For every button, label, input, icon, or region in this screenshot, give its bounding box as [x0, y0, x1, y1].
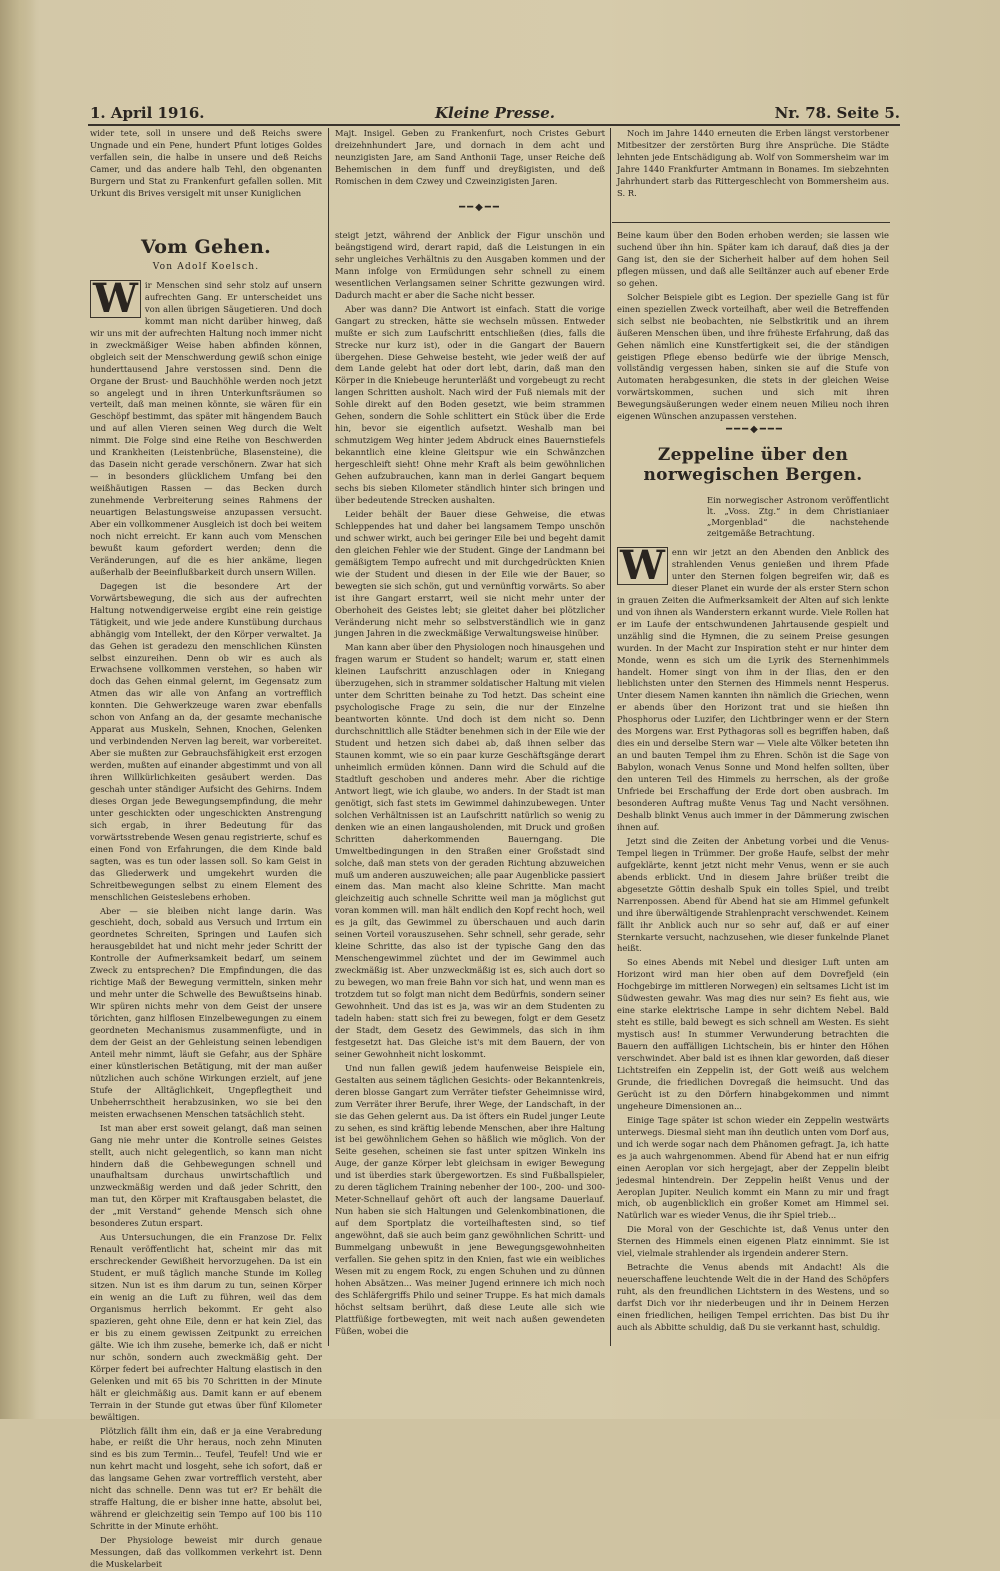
article1-paragraph: steigt jetzt, während der Anblick der Figur unschön und beängstigend wird, derart rapid, daß die Leistungen in ein sehr ungleiches Verhältnis zu den Ausgaben kommen und der Mann infolge von Ermüdungen sehr schnell zu einem wesentlichen Verlangsamen seiner Schritte gezwungen wird. Dadurch macht er aber die Sache nicht besser.	[335, 230, 605, 300]
article1-paragraph: Aus Untersuchungen, die ein Franzose Dr. Felix Renault veröffentlicht hat, scheint mir das mit erschreckender Gewißheit hervorzugehen. Da ist ein Student, er muß täglich manche Stunde im Kolleg sitzen. Nun ist es ihm darum zu tun, seinen Körper ein wenig an die Luft zu führen, weil das dem Organismus herrlich bekommt. Er geht also spazieren, geht ohne Eile, denn er hat kein Ziel, das er bis zu einem gewissen Zeitpunkt zu erreichen gälte. Wie ich ihm zusehe, bemerke ich, daß er nicht nur schön, sondern auch zweckmäßig geht. Der Körper federt bei aufrechter Haltung elastisch in den Gelenken und mit 65 bis 70 Schritten in der Minute hält er gleichmäßig aus. Damit kann er auf ebenem Terrain in der Stunde gut etwas über fünf Kilometer bewältigen.	[90, 1232, 322, 1422]
section-ornament: ━━◆━━	[459, 202, 501, 213]
masthead-rule	[88, 124, 900, 126]
top-col-2	[335, 128, 605, 206]
article1-col-2	[335, 230, 605, 1346]
article2-title: Zeppeline über den norwegischen Bergen.	[643, 445, 863, 485]
article2-col	[617, 445, 889, 1346]
page-fold-shadow	[0, 0, 36, 1419]
article-end-ornament: ━━━◆━━━	[726, 424, 784, 435]
section-rule	[612, 222, 890, 223]
column-rule-1	[328, 128, 329, 1346]
column-rule-2	[610, 128, 611, 1346]
article1-paragraph: Aber — sie bleiben nicht lange darin. Was geschieht, doch, sobald aus Versuch und Irrtum ein geordnetes Schreiten, Springen und Laufen sich herausgebildet hat und nicht mehr jeder Schritt der Kontrolle der Aufmerksamkeit bedarf, um seinem Zweck zu entsprechen? Die Empfindungen, die das richtige Maß der Bewegung vermitteln, sinken mehr und mehr unter die Schwelle des Bewußtseins hinab. Wir spüren nichts mehr von dem Geist der unsere törichten, ganz hilflosen Einzelbewegungen zu einem geordneten Mechanismus zusammenfügte, und in dem der Geist an der Gehleistung seinen lebendigen Anteil mehr nimmt, läuft sie Gefahr, aus der Sphäre einer künstlerischen Betätigung, mit der man außer nützlichen auch schöne Wirkungen erzielt, auf jene Stufe der Alltäglichkeit, Ungepflegtheit und Unbeherrschtheit herabzusinken, wo sie bei den meisten erwachsenen Menschen tatsächlich steht.	[90, 905, 322, 1119]
top-col-1	[90, 128, 322, 206]
top-col-2-text: Majt. Insigel. Geben zu Frankenfurt, noch Cristes Geburt dreizehnhundert Jare, und dornach in dem acht und neunzigisten Jare, am Sand Anthonii Tage, unser Reiche deß Behemischen in dem funff und dreyßigisten, und deß Romischen in dem Czwey und Czweinzigisten Jaren.	[335, 128, 605, 186]
article2-paragraph: So eines Abends mit Nebel und diesiger Luft unten am Horizont wird man hier oben auf dem Dovrefjeld (ein Hochgebirge im mittleren Norwegen) ein seltsames Licht ist im Südwesten gewahr. Was mag dies nur sein? Es fieht aus, wie eine starke elektrische Lampe in sehr dichtem Nebel. Bald steht es stille, bald bewegt es sich schnell am Westen. Es sieht mystisch aus! In stummer Verwunderung betrachten die Bauern den auffälligen Lichtschein, bis er hinter den Höhen verschwindet. Aber bald ist es ihnen klar geworden, daß dieser Lichtstreifen ein Zeppelin ist, der Gott weiß aus welchem Grunde, die friedlichen Dovregaß die heimsucht. Und das Gerücht ist zu den Dörfern hinabgekommen und nimmt ungeheure Dimensionen an...	[617, 957, 889, 1111]
article2-paragraph: Jetzt sind die Zeiten der Anbetung vorbei und die Venus-Tempel liegen in Trümmer. Der große Haufe, selbst der mehr aufgeklärte, kennt jetzt nicht mehr Venus, wenn er sie auch abends erblickt. Und in diesem Jahre brüßer treibt die abgesetzte Göttin deshalb Spuk ein tolles Spiel, und treibt Narrenpossen. Abend für Abend hat sie am Himmel gefunkelt und ihre überwältigende Strahlenpracht verschwendet. Keinem fällt ihr Anblick auch nur so sehr auf, daß er auf einer Sternkarte versucht, nachzusehen, wie dieser funkelnde Planet heißt.	[617, 835, 889, 954]
article1-paragraph-text: ir Menschen sind sehr stolz auf unsern aufrechten Gang. Er unterscheidet uns von allen übrigen Säugetieren. Und doch kommt man nicht darüber hinweg, daß wir uns mit der aufrechten Haltung noch immer nicht in zweckmäßiger Weise haben abfinden können, obgleich seit der Menschwerdung gewiß schon einige hunderttausend Jahre verstossen sind. Denn die Organe der Brust- und Bauchhöhle werden noch jetzt so angelegt und in ihren Unterkunftsräumen so verteilt, daß man meinen könnte, sie wären für ein Geschöpf bestimmt, das später mit hängendem Bauch und auf allen Vieren seinen Weg durch die Welt nimmt. Die Folge sind eine Reihe von Beschwerden und Krankheiten (Leistenbrüche, Blasensteine), die das Dasein nicht gerade verschönern. Zwar hat sich — in besonders glücklichem Umfang bei den weißhäutigen Rassen — das Becken durch zunehmende Verbreiterung seines Rahmens der neuartigen Belastungsweise anzupassen versucht. Aber ein vollkommener Ausgleich ist doch bei weitem noch nicht erreicht. Er kann auch vom Menschen bewußt kaum gefordert werden; denn die Veränderungen, auf die es hier ankäme, liegen außerhalb der Beeinflußbarkeit durch unsern Willen.	[90, 279, 322, 577]
article2-paragraph-text: enn wir jetzt an den Abenden den Anblick des strahlenden Venus genießen und ihrem Pfade unter den Sternen folgen begreifen wir, daß es dieser Planet ein wurde der als erster Stern schon in grauen Zeiten die Aufmerksamkeit der Alten auf sich lenkte und von ihnen als Wanderstern erkannt wurde. Viele Rollen hat er im Laufe der entschwundenen Jahrtausende gespielt und unzählig sind die Hymnen, die zu seinem Preise gesungen wurden. In der Macht zur Inspiration steht er nur hinter dem Monde, wenn es sich um die Lyrik des Sternenhimmels handelt. Homer singt von ihm in der Ilias, den er den lieblichsten unter den Sternen des Himmels nennt Hesperus. Unter diesem Namen kannten ihn nämlich die Griechen, wenn er abends über den Horizont trat und sie hießen ihn Phosphorus oder Luzifer, den Lichtbringer wenn er der Stern des Morgens war. Erst Pythagoras soll es begriffen haben, daß dies ein und derselbe Stern war — Viele alte Völker beteten ihn an und bauten Tempel ihm zu Ehren. Schön ist die Sage von Babylon, wonach Venus Sonne und Mond helfen sollten, über den unteren Teil des Himmels zu herrschen, als der große Unfriede bei Erschaffung der Erde dort oben ausbrach. Im besonderen Auftrag mußte Venus Tag und Nacht versöhnen. Deshalb blinkt Venus auch immer in der Dämmerung zwischen ihnen auf.	[617, 547, 889, 832]
article1-col-3	[617, 230, 889, 422]
top-col-1-text: wider tete, soll in unsere und deß Reichs swere Ungnade und ein Pene, hundert Pfunt lotiges Goldes verfallen sein, die halbe in unsere und deß Reichs Camer, und das andere halb Tehl, den obgenanten Burgern und Stat zu Frankenfurt gefallen sollen. Mit Urkunt dis Brives versigelt mit unser Kuniglichen	[90, 128, 322, 198]
article2-paragraph: Einige Tage später ist schon wieder ein Zeppelin westwärts unterwegs. Diesmal sieht man ihn deutlich unten vom Dorf aus, und ich werde sogar nach dem Phänomen gefragt. Ja, ich hatte es ja auch wahrgenommen. Abend für Abend hat er nun eifrig einen Aeroplan vor sich hergejagt, aber der Zeppelin bleibt jedesmal hintendrein. Der Zeppelin heißt Venus und der Aeroplan Jupiter. Neulich kommt ein Mann zu mir und fragt mich, ob augenblicklich ein großer Komet am Himmel sei. Natürlich war es wieder Venus, die ihr Spiel trieb...	[617, 1114, 889, 1221]
issue-number: Nr. 78. Seite 5.	[774, 104, 900, 122]
article1-paragraph: Aber was dann? Die Antwort ist einfach. Statt die vorige Gangart zu strecken, hätte sie wechseln müssen. Entweder mußte er sich zum Laufschritt entschließen (dies, falls die Strecke nur kurz ist), oder in die Gangart der Bauern übergehen. Diese Gehweise besteht, wie jeder weiß der auf dem Lande gelebt hat oder dort lebt, darin, daß man den Körper in die Kniebeuge herunterläßt und vorgebeugt zu recht langen Schritten ausholt. Nach wird der Fuß niemals mit der Sohle direkt auf den Boden gesetzt, wie beim strammen Gehen, sondern die Sohle schlittert ein Stück über die Erde hin, bevor sie eigentlich aufsetzt. Weshalb man bei schmutzigem Weg hinter jedem Abdruck eines Bauernstiefels bekanntlich eine kleine Gleitspur wie ein Schwänzchen hergeschleift sieht! Ohne mehr Kraft als beim gewöhnlichen Gehen aufzubrauchen, kann man in derlei Gangart bequem sechs bis sieben Kilometer ständlich hinter sich bringen und über bedeutende Strecken aushalten.	[335, 303, 605, 505]
article2-paragraph	[617, 542, 889, 834]
article1-paragraph: Beine kaum über den Boden erhoben werden; sie lassen wie suchend über ihn hin. Später kam ich darauf, daß dies ja der Gang ist, den sie der Sicherheit halber auf dem hohen Seil pflegen müssen, und daß alle Seiltänzer auch auf ebener Erde so gehen.	[617, 230, 889, 288]
article2-paragraph: Betrachte die Venus abends mit Andacht! Als die neuerschaffene leuchtende Welt die in der Hand des Schöpfers ruht, als den freundlichen Lichtstern in des Westens, und so darfst Dich vor ihr niederbeugen und ihr in Deinem Herzen einen friedlichen, heiligen Tempel errichten. Das bist Du ihr auch als Abbitte schuldig, daß Du sie verkannt hast, schuldig.	[617, 1262, 889, 1332]
top-col-3-text: Noch im Jahre 1440 erneuten die Erben längst verstorbener Mitbesitzer der zerstörten Burg ihre Ansprüche. Die Städte lehnten jede Entschädigung ab. Wolf von Sommersheim war im Jahre 1440 Frankfurter Amtmann in Bonames. Im siebzehnten Jahrhundert starb das Rittergeschlecht von Bommersheim aus. S. R.	[617, 128, 889, 198]
article1-paragraph: Und nun fallen gewiß jedem haufenweise Beispiele ein, Gestalten aus seinem täglichen Gesichts- oder Bekanntenkreis, deren blosse Gangart zum Verräter tiefster Geheimnisse wird, zum Verräter ihrer Berufe, ihrer Wege, der Landschaft, in der sie das Gehen gelernt aus. Da ist öfters ein Rudel junger Leute zu sehen, es sind kräftig lebende Menschen, aber ihre Haltung ist bei gewöhnlichem Gehen so häßlich wie möglich. Von der Seite gesehen, scheinen sie fast unter spitzen Winkeln ins Auge, der ganze Körper lebt gleichsam in ewiger Bewegung und ist überdies stark übergewortzen. Es sind Fußballspieler, zu deren täglichem Training nebenher der 100-, 200- und 300-Meter-Schnellauf gehört oft auch der langsame Dauerlauf. Nun haben sie sich Haltungen und Gelenkombinationen, die auf dem Sportplatz die vorteilhaftesten sind, so tief angewöhnt, daß sie auch beim ganz gewöhnlichen Schritt- und Bummelgang unbewußt in jene Bewegungsgewohnheiten verfallen. Sie gehen spitz in den Knien, fast wie ein weibliches Wesen mit zu engem Rock, zu engen Schuhen und zu dünnen hohen Absätzen... Was meiner Jugend erinnere ich mich noch des Schläfergriffs Philo und seiner Truppe. Es hat mich damals höchst seltsam berührt, daß diese Leute alle sich wie Plattfüßige fortbewegten, mit weit nach außen gewendeten Füßen, wobei die	[335, 1062, 605, 1336]
newspaper-title: Kleine Presse.	[434, 104, 556, 122]
article1-paragraph: Der Physiologe beweist mir durch genaue Messungen, daß das vollkommen verkehrt ist. Denn die Muskelarbeit	[90, 1535, 322, 1569]
article1-paragraph: Ist man aber erst soweit gelangt, daß man seinen Gang nie mehr unter die Kontrolle seines Geistes stellt, auch nicht gelegentlich, so kann man nicht hindern daß die Gehbewegungen schnell und unaufhaltsam durchaus unwirtschaftlich und unzweckmäßig werden und daß jeder Schritt, den man tut, den Körper mit Kraftausgaben belastet, die der „mit Verstand“ gehende Mensch sich ohne besonderes Zutun erspart.	[90, 1122, 322, 1229]
article1-paragraph: Man kann aber über den Physiologen noch hinausgehen und fragen warum er Student so handelt; warum er, statt einen kleinen Laufschritt anzuschlagen oder in Kniegang überzugehen, sich in strammer soldatischer Haltung mit vielen unter dem Schritten beinahe zu Tod hetzt. Das scheint eine psychologische Frage zu sein, die nur der Einzelne beantworten könnte. Und doch ist dem nicht so. Denn durchschnittlich alle Städter benehmen sich in der Eile wie der Student und hetzen sich dabei ab, daß ihnen selber das Staunen kommt, wie so ein paar kurze Geschäftsgänge derart unheimlich ermüden können. Dann wird die Schuld auf die Stadtluft geschoben und anderes mehr. Aber die richtige Antwort liegt, wie ich glaube, wo anders. In der Stadt ist man genötigt, sich fast stets im Gewimmel dahinzubewegen. Unter solchen Verhältnissen ist an Laufschritt natürlich so wenig zu denken wie an einen langausholenden, mit Druck und großen Schritten daherkommenden Bauerngang. Die Umweltbedingungen in den Straßen einer Großstadt sind solche, daß man stets von der geraden Richtung abzuweichen muß um anderen auszuweichen; alle paar Augenblicke passiert einem das. Man macht also kleine Schritte. Man macht gleichzeitig auch schnelle Schritte weil man ja möglichst gut voran kommen will. man hält endlich den Kopf recht hoch, weil es ja gilt, das Gewimmel zu überschauen und auch darin seinen Vorteil vorauszusehen. Sehr schnell, sehr gerade, sehr kleine Schritte, das also ist der typische Gang den das Menschengewimmel züchtet und der im Gewimmel auch zweckmäßig ist. Aber unzweckmäßig ist es, sich auch dort so zu bewegen, wo man freie Bahn vor sich hat, und wenn man es trotzdem tut so folgt man nicht dem Bedürfnis, sondern seiner Gewohnheit. Und das ist es ja, was wir an dem Studenten zu tadeln haben: statt sich frei zu bewegen, folgt er dem Gesetz der Stadt, dem Gesetz des Gewimmels, das sich in ihm festgesetzt hat. Das Gleiche ist's mit dem Bauern, der von seiner Gewohnheit nicht loskommt.	[335, 642, 605, 1059]
drop-cap-2: W	[617, 547, 668, 585]
article1-paragraph: Leider behält der Bauer diese Gehweise, die etwas Schleppendes hat und daher bei langsamem Tempo unschön und schwer wirkt, auch bei geringer Eile bei und begeht damit den gleichen Fehler wie der Student. Ginge der Landmann bei gemäßigtem Tempo aufrecht und mit durchgedrückten Knien wie der Student und diesen in der Eile wie der Bauer, so bewegten sie sich schön, gut und vernünftig vorwärts. So aber ist ihre Gangart erstarrt, weil sie nicht mehr unter der Oberhoheit des Geistes lebt; sie gleitet daher bei plötzlicher Veränderung nicht mehr so selbstverständlich wie in ganz jungen Jahren in die zweckmäßige Verwaltungsweise hinüber.	[335, 508, 605, 639]
article1-paragraph	[90, 274, 322, 579]
issue-date: 1. April 1916.	[90, 104, 205, 122]
article1-paragraph: Plötzlich fällt ihm ein, daß er ja eine Verabredung habe, er reißt die Uhr heraus, noch zehn Minuten sind es bis zum Termin... Teufel, Teufel! Und wie er nun kehrt macht und losgeht, sehe ich sofort, daß er das langsame Gehen zwar vortrefflich versteht, aber nicht das schnelle. Denn was tut er? Er behält die straffe Haltung, die er bisher inne hatte, absolut bei, während er gleichzeitig sein Tempo auf 100 bis 110 Schritte in der Minute erhöht.	[90, 1425, 322, 1532]
article1-paragraph: Dagegen ist die besondere Art der Vorwärtsbewegung, die sich aus der aufrechten Haltung notwendigerweise ergibt eine rein geistige Tätigkeit, und wie jede andere Kunstübung durchaus abhängig vom Intellekt, der den Körper verwaltet. Ja das Gehen ist geradezu den menschlichen Künsten selbst einzureihen. Denn ob wir es auch als Erwachsene vollkommen verstehen, so haben wir doch das Gehen einmal gelernt, im Gegensatz zum Atmen das wir alle von Anfang an vortrefflich konnten. Die Gehwerkzeuge waren zwar ebenfalls schon von Anfang an da, der gesamte mechanische Apparat aus Muskeln, Sehnen, Knochen, Gelenken und verbindenden Nerven lag bereit, war vorbereitet. Aber sie mußten zur Gebrauchsfähigkeit erst erzogen werden, mußten auf einander abgestimmt und von all ihren Willkürlichkeiten gesäubert werden. Das geschah unter ständiger Aufsicht des Gehirns. Indem dieses Organ jede Bewegungsempfindung, die mehr unter geschickten oder ungeschickten Anstrengung sich ergab, in ihrer Bedeutung für das vorwärtsstrebende Wesen genau registrierte, schuf es einen Fond von Erfahrungen, die dem Kinde bald sagten, was es tun oder lassen soll. So kam Geist in das Gliederwerk und umgekehrt wurden die Schreitbewegungen selbst zu einem Element des menschlichen Geisteslebens erhoben.	[90, 580, 322, 902]
top-col-3	[617, 128, 889, 206]
drop-cap: W	[90, 280, 141, 318]
article2-paragraph: Die Moral von der Geschichte ist, daß Venus unter den Sternen des Himmels einen eigenen Platz einnimmt. Sie ist viel, vielmale strahlender als irgendein anderer Stern.	[617, 1224, 889, 1259]
article-title: Vom Gehen.	[140, 236, 272, 258]
article2-intro: Ein norwegischer Astronom veröffentlicht lt. „Voss. Ztg.“ in dem Christianiaer „Morgenblad“ die nachstehende zeitgemäße Betrachtung.	[707, 495, 889, 538]
masthead	[90, 104, 900, 126]
article1-paragraph: Solcher Beispiele gibt es Legion. Der spezielle Gang ist für einen speziellen Zweck vorteilhaft, aber weil die Betreffenden sich selbst nie beobachten, nie Selbstkritik und an ihrem äußeren Menschen üben, und ihre früheste Erfahrung, daß das Gehen nämlich eine Kunstfertigkeit sei, die der ständigen geistigen Pflege ebenso bedürfe wie der übrige Mensch, vollständig vergessen haben, sinken sie auf die Stufe von Automaten herabgesunken, die stets in der gleichen Weise vorwärtskommen, suchen und sich mit ihren Bewegungsäußerungen weder einem neuen Milieu noch ihren eigenen Wünschen anzupassen verstehen.	[617, 291, 889, 422]
article-byline: Von Adolf Koelsch.	[152, 262, 260, 272]
article1-col-1	[90, 228, 322, 1569]
